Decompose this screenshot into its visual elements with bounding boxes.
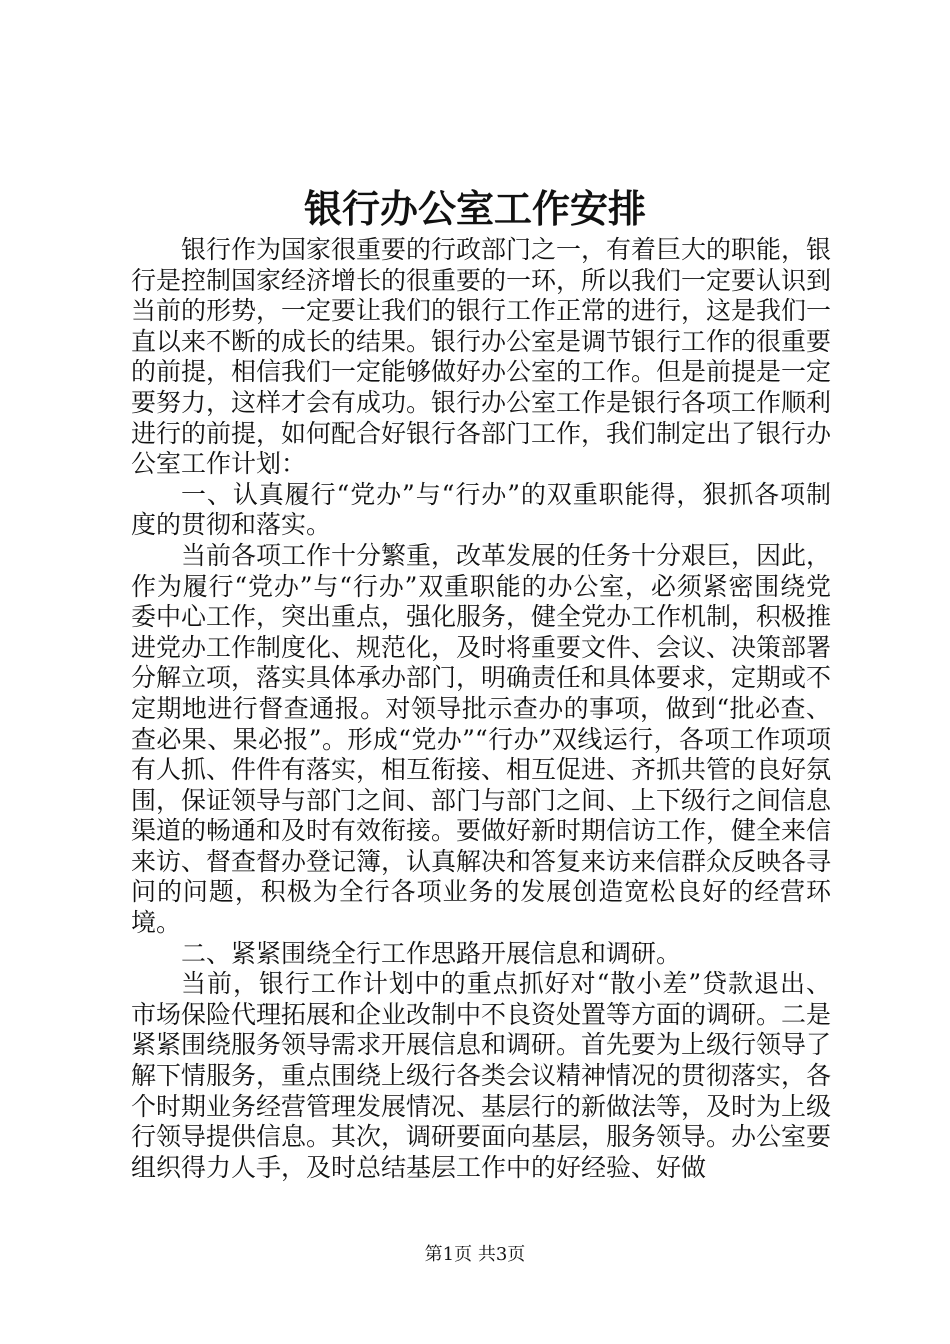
document-title: 银行办公室工作安排 [303, 187, 646, 231]
paragraph-section-2: 当前，银行工作计划中的重点抓好对“散小差”贷款退出、市场保险代理拓展和企业改制中不良资处置等方面的调研。二是紧紧围绕服务领导需求开展信息和调研。首先要为上级行领导了解下情服务，重点围绕上级行各类会议精神情况的贯彻落实，各个时期业务经营管理发展情况、基层行的新做法等，及时为上级行领导提供信息。其次，调研要面向基层，服务领导。办公室要组织得力人手，及时总结基层工作中的好经验、好做 [131, 969, 832, 1182]
page-number-footer: 第1页 共3页 [424, 1244, 526, 1265]
paragraph-heading-1: 一、认真履行“党办”与“行办”的双重职能得，狠抓各项制度的贯彻和落实。 [131, 479, 831, 540]
paragraph-intro: 银行作为国家很重要的行政部门之一，有着巨大的职能，银行是控制国家经济增长的很重要的一环，所以我们一定要认识到当前的形势，一定要让我们的银行工作正常的进行，这是我们一直以来不断的成长的结果。银行办公室是调节银行工作的很重要的前提，相信我们一定能够做好办公室的工作。但是前提是一定要努力，这样才会有成功。银行办公室工作是银行各项工作顺利进行的前提，如何配合好银行各部门工作，我们制定出了银行办公室工作计划： [131, 235, 832, 479]
document-body [131, 235, 831, 1183]
paragraph-heading-2: 二、紧紧围绕全行工作思路开展信息和调研。 [181, 938, 682, 968]
paragraph-section-1: 当前各项工作十分繁重，改革发展的任务十分艰巨，因此，作为履行“党办”与“行办”双重职能的办公室，必须紧密围绕党委中心工作，突出重点，强化服务，健全党办工作机制，积极推进党办工作制度化、规范化，及时将重要文件、会议、决策部署分解立项，落实具体承办部门，明确责任和具体要求，定期或不定期地进行督查通报。对领导批示查办的事项，做到“批必查、查必果、果必报”。形成“党办”“行办”双线运行，各项工作项项有人抓、件件有落实，相互衔接、相互促进、齐抓共管的良好氛围，保证领导与部门之间、部门与部门之间、上下级行之间信息渠道的畅通和及时有效衔接。要做好新时期信访工作，健全来信来访、督查督办登记簿，认真解决和答复来访来信群众反映各寻问的问题，积极为全行各项业务的发展创造宽松良好的经营环境。 [131, 540, 832, 938]
